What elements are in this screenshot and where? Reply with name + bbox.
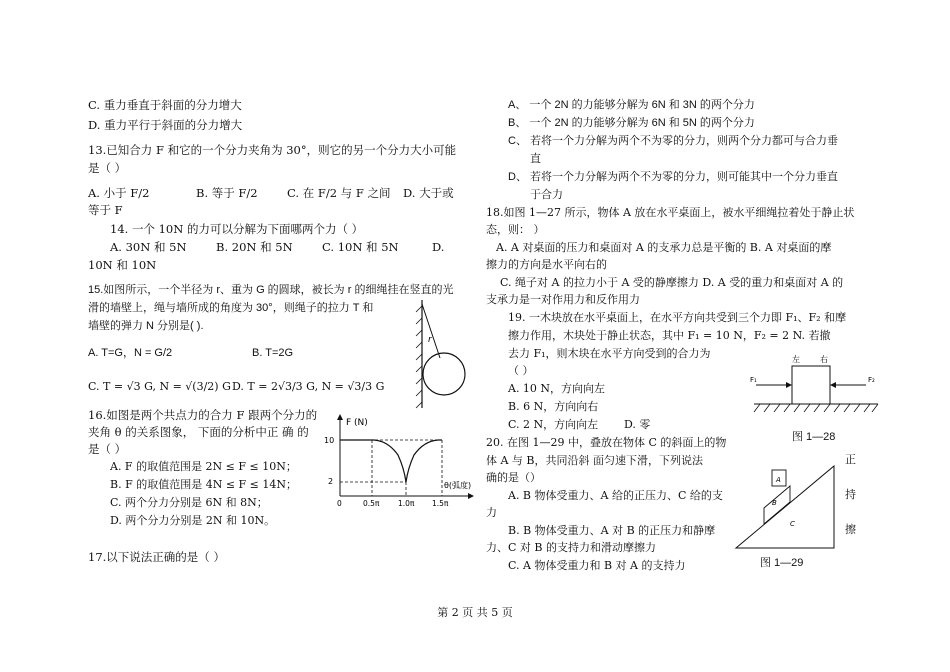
rope-line xyxy=(422,304,440,358)
fig29-label-c: C xyxy=(790,520,795,528)
q13-stem-cont: 是（ ） xyxy=(88,161,127,175)
q13-option-a: A. 小于 F/2 xyxy=(88,186,150,200)
page-footer: 第 2 页 共 5 页 xyxy=(437,606,513,619)
q16-option-b: B. F 的取值范围是 4N ≤ F ≤ 14N； xyxy=(110,478,297,491)
x-tick-10pi: 1.0π xyxy=(398,499,415,508)
q16-stem-1: 16.如图是两个共点力的合力 F 跟两个分力的 xyxy=(88,408,318,422)
q20-stem-2: 体 A 与 B，共同沿斜 面匀速下滑，下列说法 xyxy=(486,454,704,467)
q17-option-c-cont: 直 xyxy=(530,153,541,165)
q12-option-c: C. 重力垂直于斜面的分力增大 xyxy=(88,98,242,112)
q18-option-b-cont: 擦力的方向是水平向右的 xyxy=(486,258,607,271)
q18-option-cd: C. 绳子对 A 的拉力小于 A 受的静摩擦力 D. A 受的重力和桌面对 A 的 xyxy=(500,276,844,289)
q13-option-d: D. 大于或 xyxy=(403,186,454,200)
q17-option-d: D、 若将一个力分解为两个不为零的分力，则可能其中一个分力垂直 xyxy=(508,171,838,183)
f2-arrowhead xyxy=(830,382,836,388)
fig29-caption: 图 1—29 xyxy=(760,557,804,569)
q17-option-b: B、 一个 2N 的力能够分解为 6N 和 5N 的两个分力 xyxy=(508,117,755,129)
ball-circle xyxy=(423,353,465,395)
q14-stem: 14. 一个 10N 的力可以分解为下面哪两个力（ ） xyxy=(110,222,364,236)
q14-option-c: C. 10N 和 5N xyxy=(322,240,399,254)
figure-1-28 xyxy=(746,348,886,420)
q17-option-d-cont: 于合力 xyxy=(530,189,563,201)
x-tick-0: 0 xyxy=(337,499,342,508)
q16-option-d: D. 两个分力分别是 2N 和 10N。 xyxy=(110,514,276,527)
q13-option-d-cont: 等于 F xyxy=(88,203,123,217)
ball-on-wall-figure xyxy=(408,298,472,410)
q15-stem-2: 滑的墙壁上，绳与墙所成的角度为 30°，则绳子的拉力 T 和 xyxy=(88,302,374,314)
q20-option-b-cont: 力、C 对 B 的支持力和滑动摩擦力 xyxy=(486,541,656,554)
q20-side-text-2: 持 xyxy=(845,488,856,501)
q18-stem-1: 18.如图 1—27 所示，物体 A 放在水平桌面上，被水平细绳拉着处于静止状 xyxy=(486,206,855,219)
wood-block xyxy=(792,366,830,404)
q16-stem-2: 夹角 θ 的关系图象， 下面的分析中正 确 的 xyxy=(88,425,309,439)
y-tick-2: 2 xyxy=(328,477,334,486)
f2-label: F₂ xyxy=(868,376,875,384)
q16-option-a: A. F 的取值范围是 2N ≤ F ≤ 10N； xyxy=(110,460,297,473)
q19-stem-2: 擦力作用，木块处于静止状态，其中 F₁ = 10 N，F₂ = 2 N. 若撤 xyxy=(508,329,831,342)
q19-option-d: D. 零 xyxy=(624,418,651,431)
table-hatching xyxy=(754,404,878,412)
q19-option-b: B. 6 N，方向向右 xyxy=(508,400,599,413)
wall-hatching xyxy=(416,306,422,408)
q20-stem-3: 确的是（） xyxy=(486,471,541,484)
q13-option-b: B. 等于 F/2 xyxy=(196,186,258,200)
guide-lines xyxy=(340,440,442,496)
fig28-left-label: 左 xyxy=(792,355,800,364)
q14-option-b: B. 20N 和 5N xyxy=(216,240,293,254)
q20-side-text-1: 正 xyxy=(845,453,856,466)
fig28-caption: 图 1—28 xyxy=(792,431,836,443)
q20-option-b: B. B 物体受重力、A 对 B 的正压力和静摩 xyxy=(508,524,716,537)
q20-stem-1: 20. 在图 1—29 中，叠放在物体 C 的斜面上的物 xyxy=(486,436,727,449)
q19-stem-3: 去力 F₁，则木块在水平方向受到的合力为 xyxy=(508,347,711,360)
force-curve xyxy=(340,440,442,482)
q19-stem-4: （ ） xyxy=(508,364,534,377)
f1-arrowhead xyxy=(786,382,792,388)
q13-stem: 13.已知合力 F 和它的一个分力夹角为 30°，则它的另一个分力大小可能 xyxy=(88,143,457,157)
q17-option-c: C、 若将一个力分解为两个不为零的分力，则两个分力都可与合力垂 xyxy=(508,135,838,147)
x-tick-15pi: 1.5π xyxy=(432,499,449,508)
q18-stem-2: 态，则： ） xyxy=(486,223,545,236)
q17-stem: 17.以下说法正确的是（ ） xyxy=(88,550,225,564)
y-tick-10: 10 xyxy=(324,436,335,445)
fig29-label-a: A xyxy=(776,476,781,484)
q15-option-a: A. T=G，N = G/2 xyxy=(88,347,173,359)
q15-option-d: D. T = 2√3/3 G, N = √3/3 G xyxy=(232,380,385,393)
q14-option-d-cont: 10N 和 10N xyxy=(88,258,157,272)
q18-option-d-cont: 支承力是一对作用力和反作用力 xyxy=(486,293,640,306)
q20-option-a: A. B 物体受重力、A 给的正压力、C 给的支 xyxy=(508,489,723,502)
x-axis-arrow xyxy=(468,493,474,499)
q18-option-ab: A. A 对桌面的压力和桌面对 A 的支承力总是平衡的 B. A 对桌面的摩 xyxy=(496,241,832,254)
q20-option-c: C. A 物体受重力和 B 对 A 的支持力 xyxy=(508,559,686,572)
q16-stem-3: 是（ ） xyxy=(88,442,127,456)
fig28-right-label: 右 xyxy=(820,355,828,364)
q13-option-c: C. 在 F/2 与 F 之间 xyxy=(287,186,391,200)
q12-option-d: D. 重力平行于斜面的分力增大 xyxy=(88,118,243,132)
q15-option-b: B. T=2G xyxy=(252,347,294,359)
force-angle-graph xyxy=(318,410,483,510)
y-axis-arrow xyxy=(337,414,343,420)
q14-option-d: D. xyxy=(432,240,445,254)
q19-option-c: C. 2 N，方向向左 xyxy=(508,418,599,431)
q16-option-c: C. 两个分力分别是 6N 和 8N； xyxy=(110,496,268,509)
q19-stem-1: 19. 一木块放在水平桌面上，在水平方向共受到三个力即 F₁、F₂ 和摩 xyxy=(508,311,847,324)
q17-option-a: A、 一个 2N 的力能够分解为 6N 和 3N 的两个分力 xyxy=(508,99,755,111)
q20-option-a-cont: 力 xyxy=(486,506,497,519)
f1-label: F₁ xyxy=(750,376,757,384)
q15-stem-1: 15.如图所示，一个半径为 r、重为 G 的圆球，被长为 r 的细绳挂在竖直的光 xyxy=(88,284,454,296)
fig29-label-b: B xyxy=(772,499,777,507)
q20-side-text-3: 擦 xyxy=(845,523,856,536)
q14-option-a: A. 30N 和 5N xyxy=(110,240,187,254)
q15-stem-3: 墙壁的弹力 N 分别是( ). xyxy=(88,320,204,332)
y-axis-label: F (N) xyxy=(346,418,368,428)
q19-option-a: A. 10 N，方向向左 xyxy=(508,382,606,395)
x-tick-05pi: 0.5π xyxy=(363,499,380,508)
figure-1-29 xyxy=(734,460,838,552)
rope-label: r xyxy=(428,335,432,345)
q15-option-c: C. T = √3 G, N = √(3/2) G xyxy=(88,380,231,393)
x-axis-label: θ(弧度) xyxy=(444,481,472,490)
